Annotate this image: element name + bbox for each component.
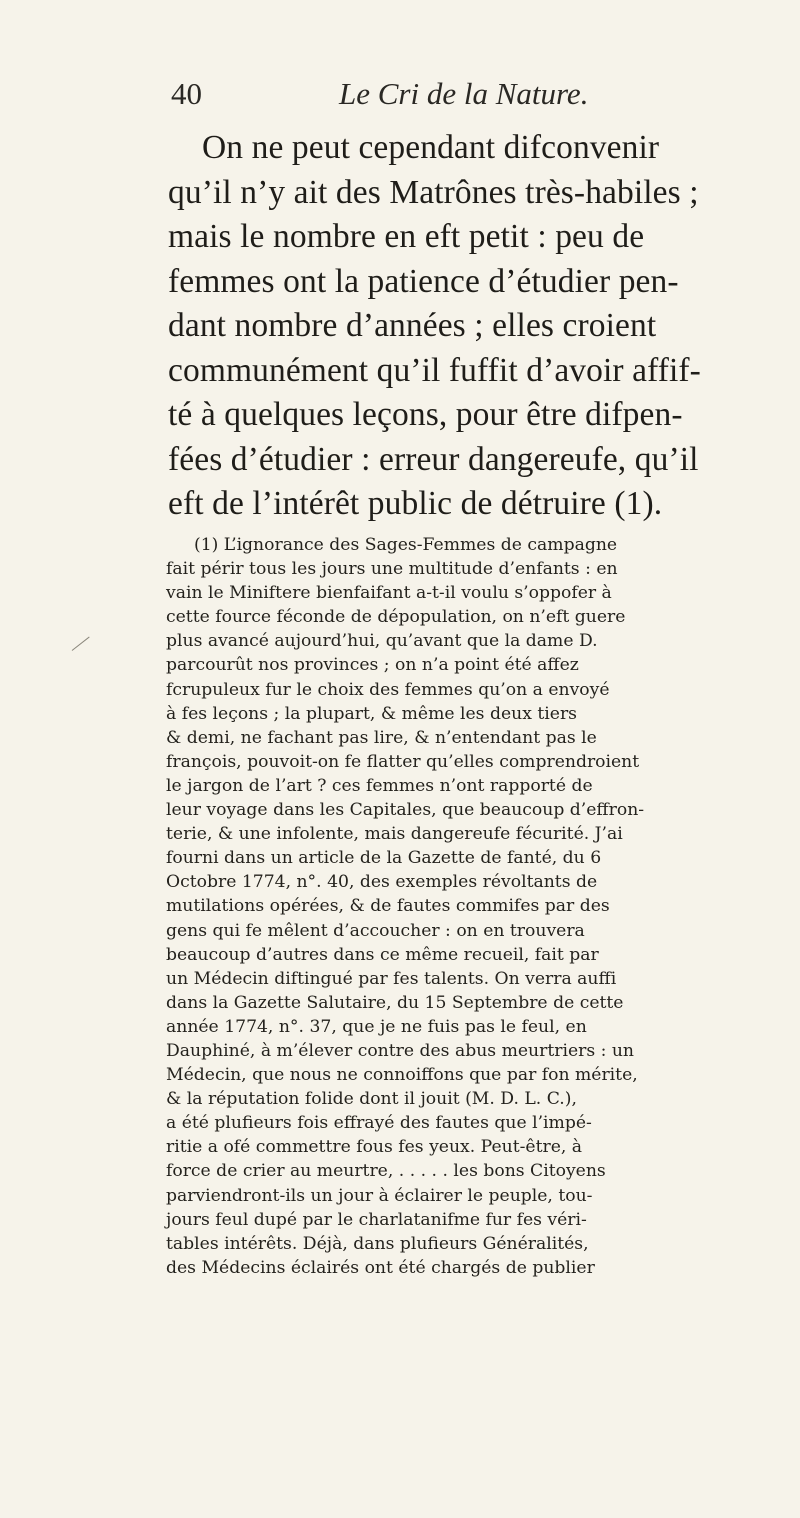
footnote-line: plus avancé aujourd’hui, qu’avant que la dame D.: [166, 631, 598, 652]
footnote-line: un Médecin diftingué par fes talents. On verra auffi: [166, 968, 617, 989]
page-header: [171, 76, 731, 120]
footnote-line: leur voyage dans les Capitales, que beaucoup d’effron-: [166, 800, 645, 821]
footnote-line: a été plufieurs fois effrayé des fautes que l’impé-: [166, 1113, 592, 1134]
footnote-line: & demi, ne fachant pas lire, & n’entendant pas le: [166, 727, 597, 748]
footnote-line: Dauphiné, à m’élever contre des abus meurtriers : un: [166, 1040, 635, 1061]
text-line: eft de l’intérêt public de détruire (1).: [168, 485, 663, 522]
footnote-line: jours feul dupé par le charlatanifme fur fes véri-: [166, 1209, 587, 1230]
footnote-line: gens qui fe mêlent d’accoucher : on en trouvera: [166, 920, 585, 941]
footnote-line: des Médecins éclairés ont été chargés de publier: [166, 1257, 595, 1278]
footnote-line: & la réputation folide dont il jouit (M. D. L. C.),: [166, 1089, 577, 1110]
footnote-line: vain le Miniftere bienfaifant a-t-il voulu s’oppofer à: [166, 583, 612, 604]
footnote-line: Médecin, que nous ne connoiffons que par fon mérite,: [166, 1065, 638, 1086]
page-number: 40: [171, 76, 202, 111]
text-line: communément qu’il fuffit d’avoir affif-: [168, 351, 701, 389]
footnote-line: mutilations opérées, & de fautes commifes par des: [166, 896, 610, 917]
footnote-line: fourni dans un article de la Gazette de fanté, du 6: [166, 848, 602, 869]
text-line: té à quelques leçons, pour être difpen-: [168, 396, 683, 433]
footnote-line: françois, pouvoit-on fe flatter qu’elles comprendroient: [166, 751, 640, 772]
footnote-line: Octobre 1774, n°. 40, des exemples révoltants de: [166, 872, 598, 893]
footnote-line: le jargon de l’art ? ces femmes n’ont rapporté de: [166, 775, 593, 796]
footnote-line: fait périr tous les jours une multitude d’enfants : en: [166, 559, 618, 580]
footnote-line: parviendront-ils un jour à éclairer le peuple, tou-: [166, 1185, 593, 1206]
running-title: Le Cri de la Nature.: [339, 76, 589, 111]
footnote-line: dans la Gazette Salutaire, du 15 Septembre de cette: [166, 992, 624, 1013]
footnote-line: à fes leçons ; la plupart, & même les deux tiers: [166, 703, 577, 724]
footnote-line: fcrupuleux fur le choix des femmes qu’on a envoyé: [166, 679, 610, 700]
text-line: qu’il n’y ait des Matrônes très-habiles ;: [168, 173, 699, 211]
footnote-line: terie, & une infolente, mais dangereufe fécurité. J’ai: [166, 824, 623, 845]
text-line: dant nombre d’années ; elles croient: [168, 307, 657, 344]
footnote-line: beaucoup d’autres dans ce même recueil, fait par: [166, 944, 599, 965]
text-line: On ne peut cependant difconvenir: [202, 129, 660, 166]
footnote-line: année 1774, n°. 37, que je ne fuis pas le feul, en: [166, 1016, 587, 1037]
main-paragraph: [168, 126, 748, 527]
footnote-line: force de crier au meurtre, . . . . . les bons Citoyens: [166, 1161, 606, 1182]
text-line: femmes ont la patience d’étudier pen-: [168, 262, 679, 300]
footnote-line: cette fource féconde de dépopulation, on n’eft guere: [166, 607, 626, 628]
footnote-line: tables intérêts. Déjà, dans plufieurs Généralités,: [166, 1233, 589, 1254]
margin-pencil-mark: [72, 637, 90, 651]
text-line: fées d’étudier : erreur dangereufe, qu’il: [168, 440, 699, 478]
footnote-line: (1) L’ignorance des Sages-Femmes de campagne: [194, 535, 618, 555]
footnote: [166, 533, 752, 1280]
text-line: mais le nombre en eft petit : peu de: [168, 218, 645, 255]
footnote-line: ritie a ofé commettre fous fes yeux. Peut-être, à: [166, 1137, 583, 1158]
footnote-line: parcourût nos provinces ; on n’a point été affez: [166, 655, 579, 676]
